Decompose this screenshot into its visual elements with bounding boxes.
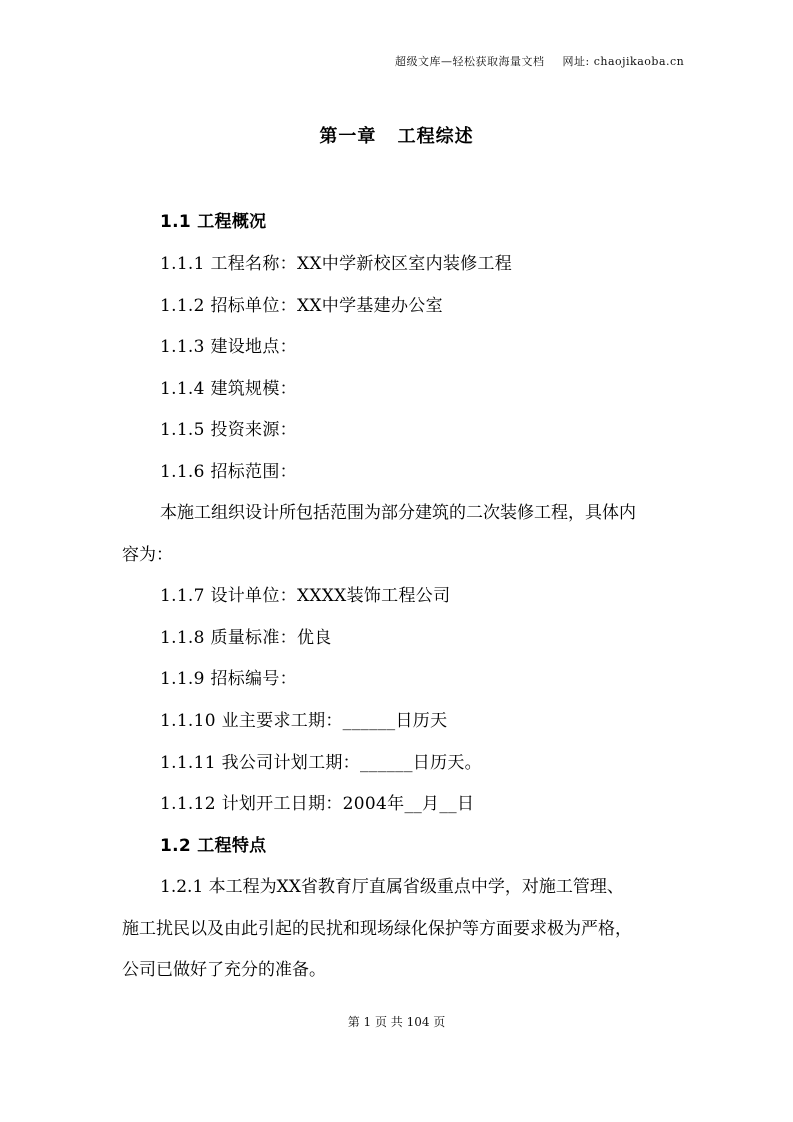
item-1-1-2: 1.1.2 招标单位：XX中学基建办公室	[160, 296, 443, 316]
scope-paragraph-line-2: 容为：	[122, 545, 173, 565]
item-1-1-1: 1.1.1 工程名称：XX中学新校区室内装修工程	[160, 254, 513, 274]
feature-paragraph-line-2: 施工扰民以及由此引起的民扰和现场绿化保护等方面要求极为严格，	[122, 919, 632, 939]
item-1-1-8: 1.1.8 质量标准：优良	[160, 628, 332, 648]
chapter-title: 第一章 工程综述	[319, 126, 474, 147]
page-footer: 第 1 页 共 104 页	[347, 1015, 446, 1029]
item-1-1-3: 1.1.3 建设地点：	[160, 337, 297, 357]
scope-paragraph-line-1: 本施工组织设计所包括范围为部分建筑的二次装修工程，具体内	[160, 503, 636, 523]
header-site-text: 网址: chaojikaoba.cn	[562, 55, 685, 68]
item-1-1-7: 1.1.7 设计单位：XXXX装饰工程公司	[160, 586, 451, 606]
item-1-1-12: 1.1.12 计划开工日期：2004年__月__日	[160, 794, 475, 814]
feature-paragraph-line-1: 1.2.1 本工程为XX省教育厅直属省级重点中学，对施工管理、	[160, 877, 624, 897]
section-heading-1-1: 1.1 工程概况	[160, 212, 267, 232]
feature-paragraph-line-3: 公司已做好了充分的准备。	[122, 960, 326, 980]
item-1-1-6: 1.1.6 招标范围：	[160, 462, 297, 482]
item-1-1-9: 1.1.9 招标编号：	[160, 669, 297, 689]
item-1-1-10: 1.1.10 业主要求工期：______日历天	[160, 711, 448, 731]
item-1-1-5: 1.1.5 投资来源：	[160, 420, 297, 440]
item-1-1-11: 1.1.11 我公司计划工期：______日历天。	[160, 753, 482, 773]
section-heading-1-2: 1.2 工程特点	[160, 836, 267, 856]
header-library-text: 超级文库—轻松获取海量文档	[395, 55, 545, 68]
item-1-1-4: 1.1.4 建筑规模：	[160, 379, 297, 399]
page-header	[395, 53, 684, 69]
